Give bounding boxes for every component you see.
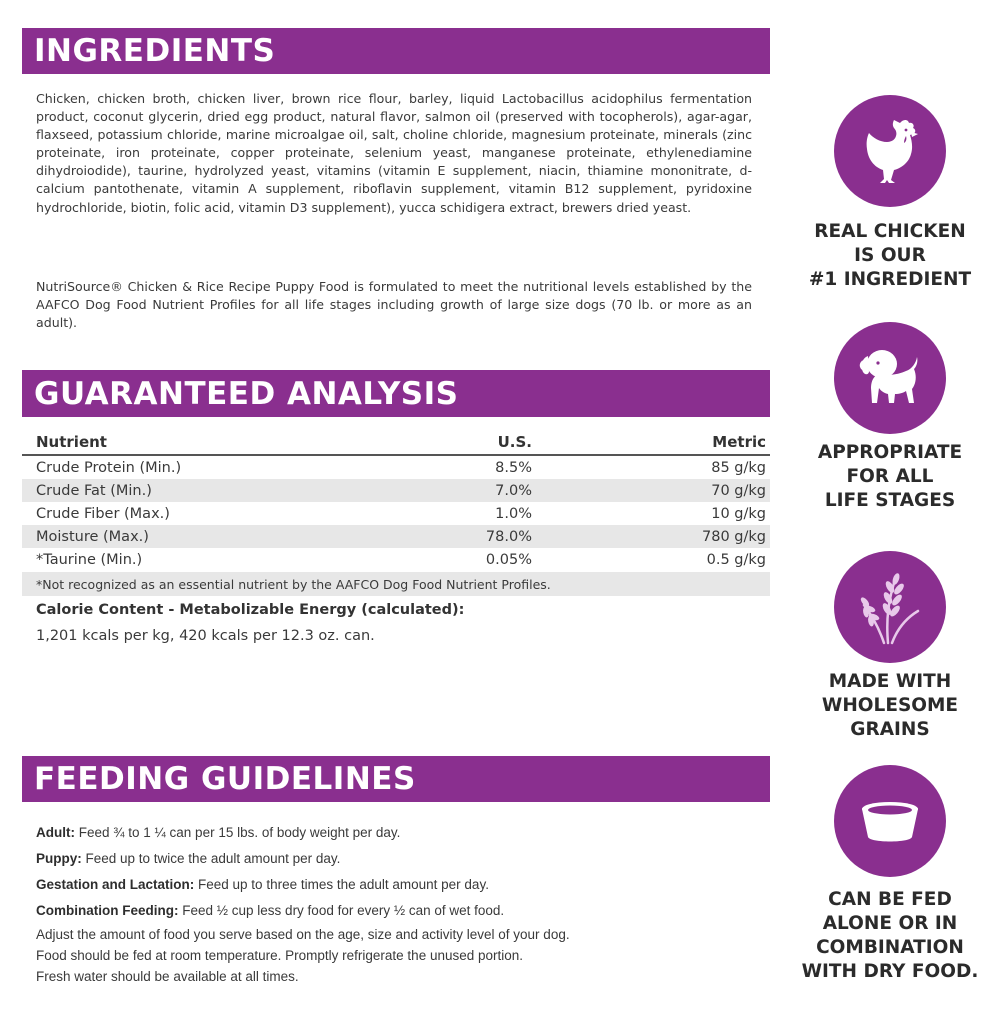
puppy-icon [834,322,946,434]
feeding-item [36,846,756,872]
feeding-item-text: Feed up to three times the adult amount per day. [194,877,489,892]
nutrient-us: 1.0% [495,505,532,522]
grain-icon [834,551,946,663]
table-row [22,456,770,479]
bowl-icon [834,765,946,877]
nutrient-metric: 780 g/kg [702,528,766,545]
badge-grains-label: MADE WITH WHOLESOME GRAINS [821,671,959,740]
feeding-note: Food should be fed at room temperature. Promptly refrigerate the unused portion. [36,948,524,963]
nutrient-us: 7.0% [495,482,532,499]
table-row [22,479,770,502]
feeding-item-text: Feed ½ cup less dry food for every ½ can of wet food. [178,903,505,918]
table-row [22,548,770,571]
calorie-content-value: 1,201 kcals per kg, 420 kcals per 12.3 oz. can. [36,628,375,644]
badge-combination-label: CAN BE FED ALONE OR IN COMBINATION WITH DRY FOOD. [801,889,979,982]
nutrient-name: Moisture (Max.) [36,528,149,545]
table-footnote: *Not recognized as an essential nutrient by the AAFCO Dog Food Nutrient Profiles. [22,572,770,596]
feeding-note: Adjust the amount of food you serve based on the age, size and activity level of your dog. [36,927,570,942]
badge-life-stages-label: APPROPRIATE FOR ALL LIFE STAGES [817,442,963,511]
nutrient-metric: 0.5 g/kg [706,551,766,568]
table-row [22,525,770,548]
feeding-item [36,898,756,924]
nutrient-metric: 70 g/kg [711,482,766,499]
nutrient-name: Crude Fiber (Max.) [36,505,170,522]
feeding-guidelines-heading: FEEDING GUIDELINES [22,756,770,802]
nutrient-name: Crude Protein (Min.) [36,459,182,476]
nutrient-name: *Taurine (Min.) [36,551,143,568]
chicken-icon [834,95,946,207]
feeding-item-label: Gestation and Lactation: [36,877,195,892]
nutrient-metric: 10 g/kg [711,505,766,522]
feeding-item-label: Adult: [36,825,75,840]
aafco-statement: NutriSource® Chicken & Rice Recipe Puppy Food is formulated to meet the nutritional levels established by the AAFCO Dog Food Nutrient Profiles for all life stages including growth of large size dogs (70 lb. or more as an adult). [36,279,752,331]
nutrient-us: 0.05% [485,551,532,568]
feeding-item-text: Feed up to twice the adult amount per day. [81,851,341,866]
feeding-item [36,820,756,846]
nutrient-us: 78.0% [485,528,532,545]
header-us: U.S. [497,433,532,451]
calorie-content-title: Calorie Content - Metabolizable Energy (calculated): [36,602,465,618]
ingredients-list: Chicken, chicken broth, chicken liver, brown rice flour, barley, liquid Lactobacillus acidophilus fermentation product, coconut glycerin, dried egg product, natural flavor, salmon oil (preserved with tocopherols), agar-agar, flaxseed, potassium chloride, marine microalgae oil, salt, choline chloride, magnesium proteinate, minerals (zinc proteinate, iron proteinate, copper proteinate, selenium yeast, manganese proteinate, ethylenediamine dihydroiodide), taurine, hydrolyzed yeast, vitamins (vitamin E supplement, niacin, thiamine mononitrate, d-calcium pantothenate, vitamin A supplement, riboflavin supplement, vitamin B12 supplement, pyridoxine hydrochloride, biotin, folic acid, vitamin D3 supplement), yucca schidigera extract, brewers dried yeast. [36,91,752,215]
nutrient-name: Crude Fat (Min.) [36,482,152,499]
header-metric: Metric [712,433,766,451]
guaranteed-analysis-heading: GUARANTEED ANALYSIS [22,370,770,417]
feeding-item [36,872,756,898]
feeding-item-label: Combination Feeding: [36,903,179,918]
feeding-note: Fresh water should be available at all times. [36,969,299,984]
badge-chicken-label: REAL CHICKEN IS OUR #1 INGREDIENT [808,221,972,290]
feeding-item-label: Puppy: [36,851,82,866]
table-header [22,430,770,456]
guaranteed-analysis-table [22,430,770,596]
nutrient-metric: 85 g/kg [711,459,766,476]
table-row [22,502,770,525]
feeding-guidelines [36,820,756,987]
nutrient-us: 8.5% [495,459,532,476]
header-nutrient: Nutrient [36,433,107,451]
ingredients-heading: INGREDIENTS [22,28,770,74]
feeding-item-text: Feed ¾ to 1 ¼ can per 15 lbs. of body weight per day. [74,825,401,840]
